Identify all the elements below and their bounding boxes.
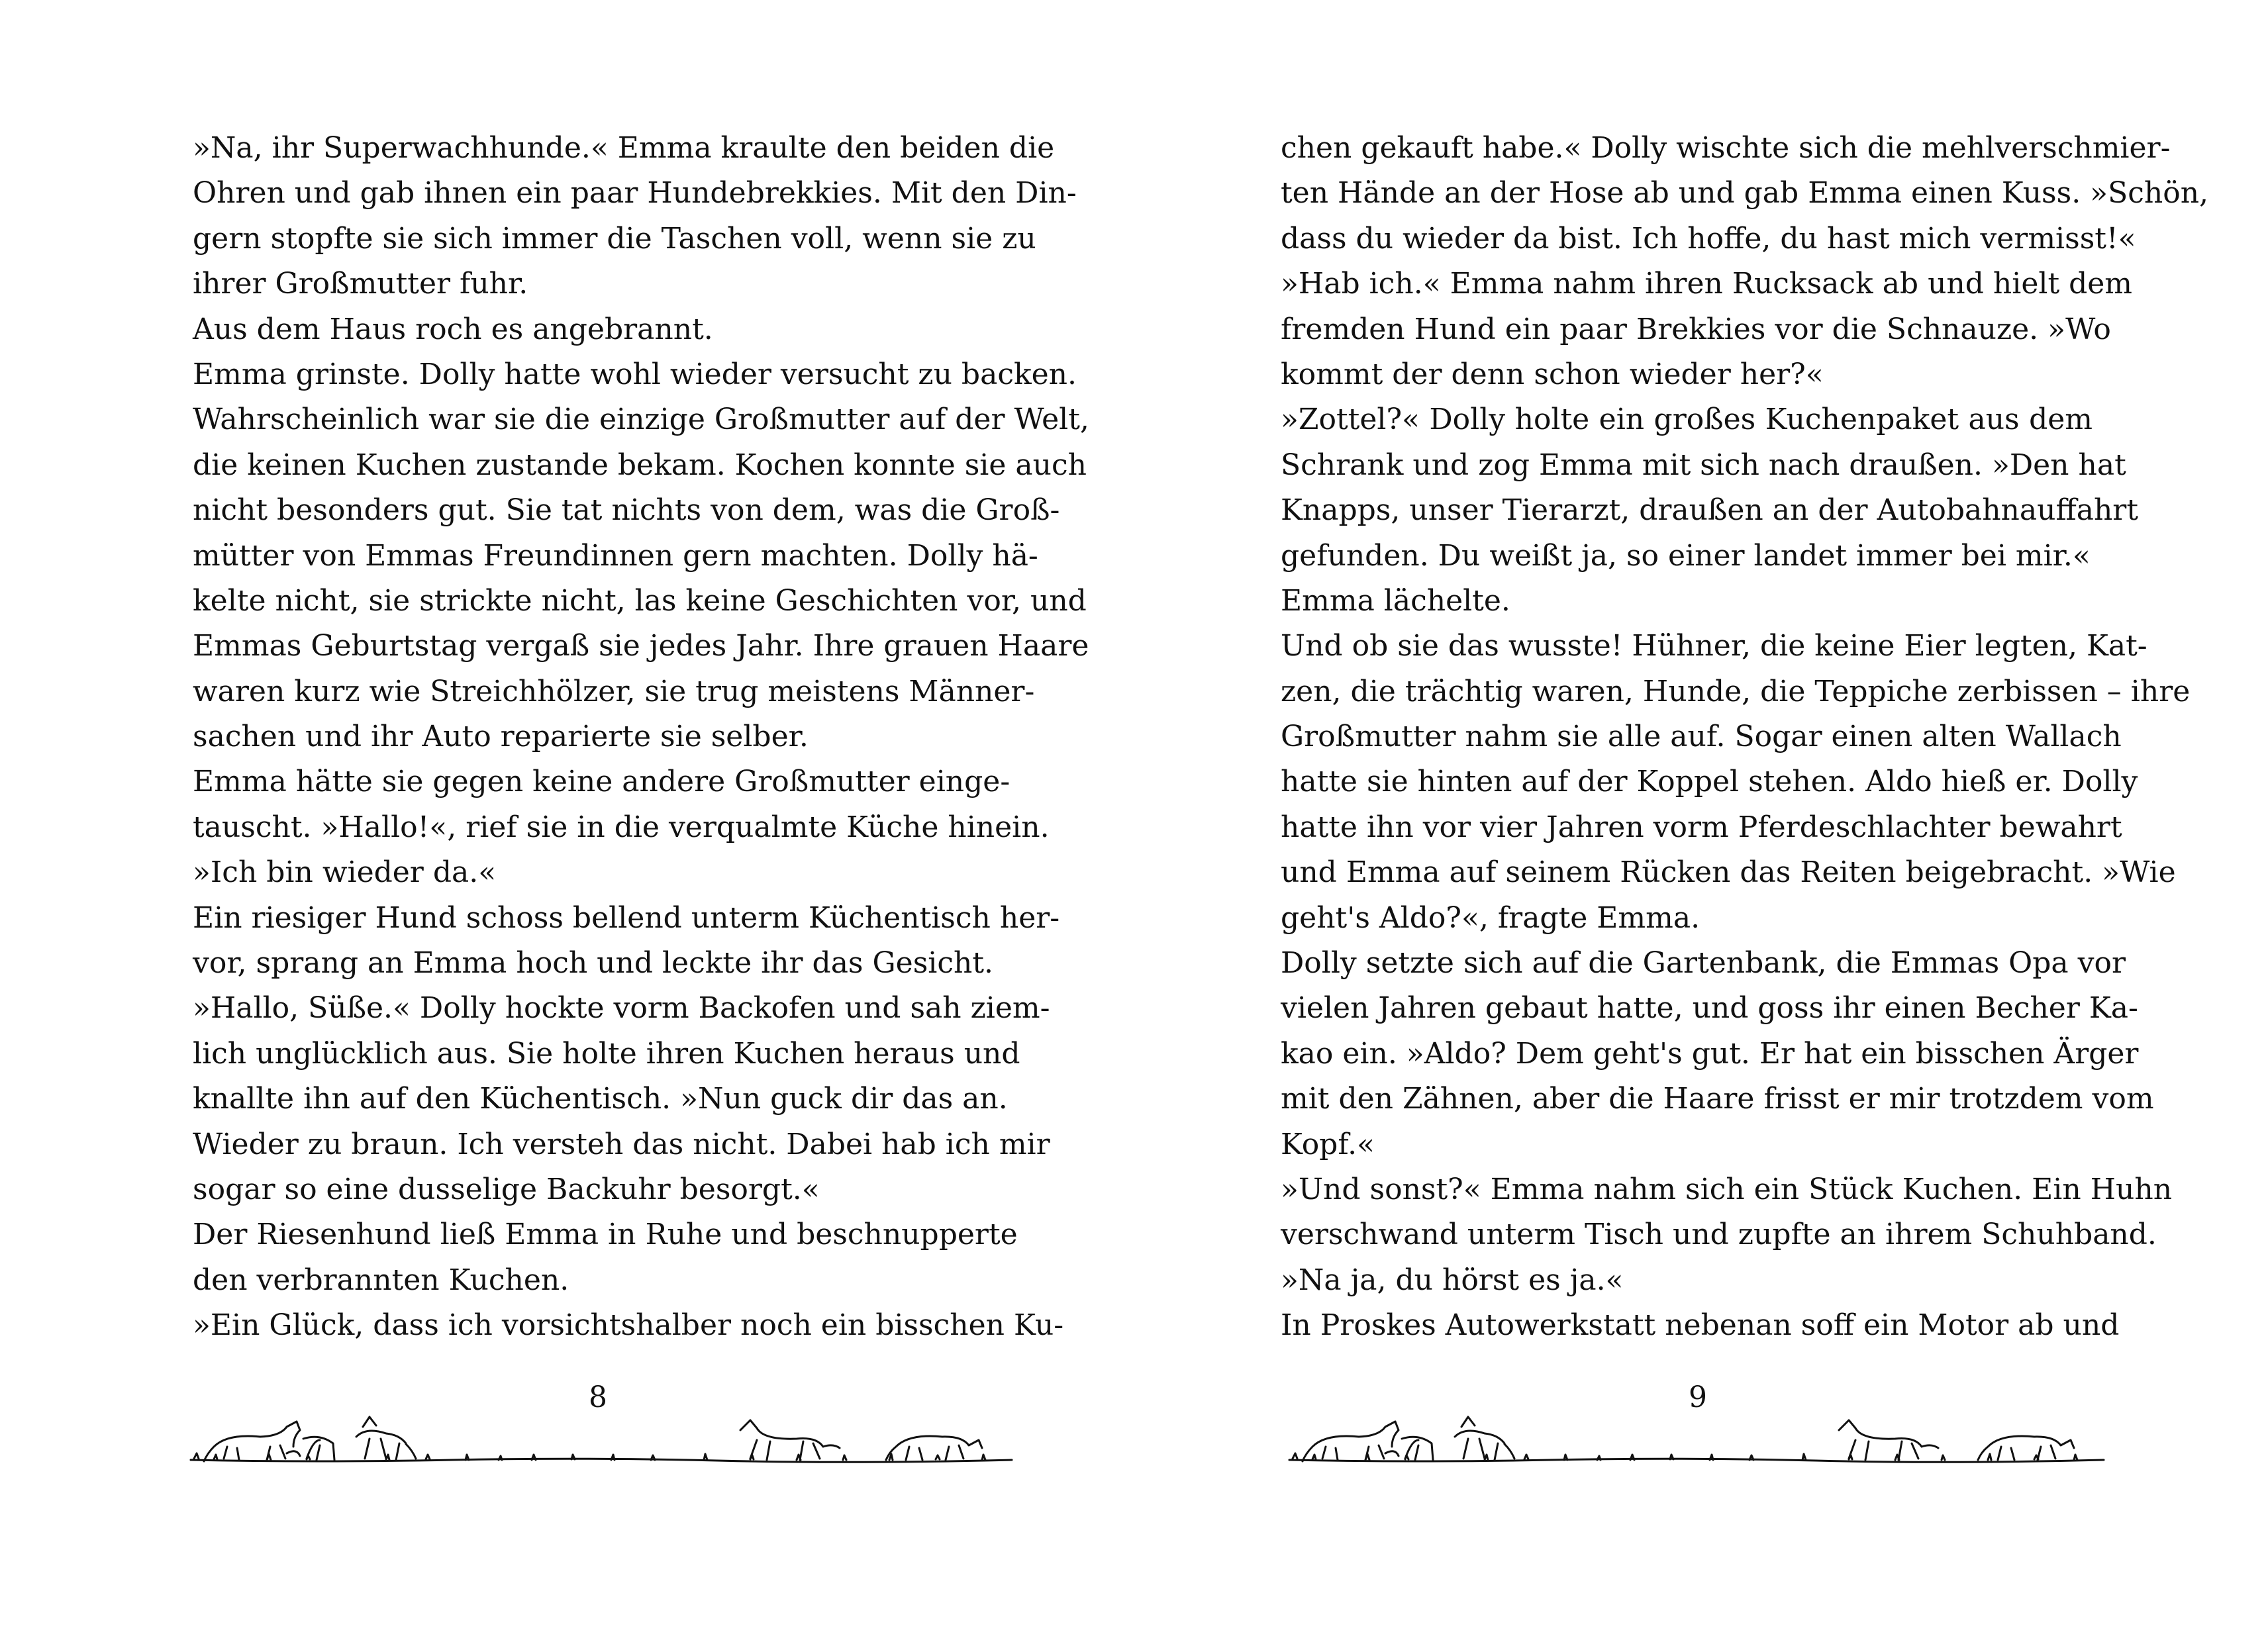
horse-frieze-icon <box>1286 1407 2107 1470</box>
text-line: »Na ja, du hörst es ja.« <box>1281 1263 1624 1297</box>
text-line: Emma grinste. Dolly hatte wohl wieder versucht zu backen. <box>193 357 1077 391</box>
right-page <box>1134 0 2267 1642</box>
text-line: Emma hätte sie gegen keine andere Großmutter einge- <box>193 765 1011 799</box>
text-line: »Ich bin wieder da.« <box>193 855 497 890</box>
page-footer <box>187 1380 1015 1473</box>
text-line: geht's Aldo?«, fragte Emma. <box>1281 900 1701 935</box>
text-line: und Emma auf seinem Rücken das Reiten beigebracht. »Wie <box>1281 855 2176 890</box>
text-line: nicht besonders gut. Sie tat nichts von dem, was die Groß- <box>193 493 1060 528</box>
page-number: 9 <box>1689 1380 1707 1414</box>
text-line: vor, sprang an Emma hoch und leckte ihr das Gesicht. <box>193 946 993 981</box>
text-line: »Hallo, Süße.« Dolly hockte vorm Backofen und sah ziem- <box>193 991 1050 1026</box>
text-line: gefunden. Du weißt ja, so einer landet immer bei mir.« <box>1281 538 2091 573</box>
text-line: ihrer Großmutter fuhr. <box>193 267 528 301</box>
text-line: lich unglücklich aus. Sie holte ihren Kuchen heraus und <box>193 1036 1020 1071</box>
text-line: Emma lächelte. <box>1281 583 1510 618</box>
text-line: Dolly setzte sich auf die Gartenbank, die Emmas Opa vor <box>1281 946 2126 981</box>
text-line: fremden Hund ein paar Brekkies vor die Schnauze. »Wo <box>1281 312 2111 346</box>
text-line: Der Riesenhund ließ Emma in Ruhe und beschnupperte <box>193 1218 1018 1252</box>
text-line: mütter von Emmas Freundinnen gern machten. Dolly hä- <box>193 538 1038 573</box>
text-line: ten Hände an der Hose ab und gab Emma einen Kuss. »Schön, <box>1281 176 2209 211</box>
text-line: Schrank und zog Emma mit sich nach draußen. »Den hat <box>1281 448 2126 482</box>
text-line: »Na, ihr Superwachhunde.« Emma kraulte den beiden die <box>193 131 1055 165</box>
text-line: »Zottel?« Dolly holte ein großes Kuchenpaket aus dem <box>1281 403 2093 437</box>
text-line: zen, die trächtig waren, Hunde, die Teppiche zerbissen – ihre <box>1281 674 2191 708</box>
text-line: gern stopfte sie sich immer die Taschen voll, wenn sie zu <box>193 221 1036 256</box>
text-line: den verbrannten Kuchen. <box>193 1263 569 1297</box>
text-line: knallte ihn auf den Küchentisch. »Nun guck dir das an. <box>193 1082 1008 1116</box>
text-line: mit den Zähnen, aber die Haare frisst er mir trotzdem vom <box>1281 1082 2154 1116</box>
text-line: die keinen Kuchen zustande bekam. Kochen konnte sie auch <box>193 448 1087 482</box>
text-line: Ohren und gab ihnen ein paar Hundebrekkies. Mit den Din- <box>193 176 1077 211</box>
page-footer <box>1286 1380 2107 1473</box>
text-line: Kopf.« <box>1281 1127 1375 1161</box>
text-line: In Proskes Autowerkstatt nebenan soff ein Motor ab und <box>1281 1308 2120 1343</box>
page-number: 8 <box>589 1380 607 1414</box>
text-line: kao ein. »Aldo? Dem geht's gut. Er hat ein bisschen Ärger <box>1281 1036 2139 1071</box>
text-line: dass du wieder da bist. Ich hoffe, du hast mich vermisst!« <box>1281 221 2136 256</box>
horse-frieze-icon <box>187 1407 1015 1470</box>
text-line: Knapps, unser Tierarzt, draußen an der Autobahnauffahrt <box>1281 493 2139 528</box>
text-line: vielen Jahren gebaut hatte, und goss ihr einen Becher Ka- <box>1281 991 2138 1026</box>
text-line: Aus dem Haus roch es angebrannt. <box>193 312 713 346</box>
text-line: Wahrscheinlich war sie die einzige Großmutter auf der Welt, <box>193 403 1089 437</box>
text-line: tauscht. »Hallo!«, rief sie in die verqualmte Küche hinein. <box>193 810 1050 844</box>
text-line: hatte sie hinten auf der Koppel stehen. Aldo hieß er. Dolly <box>1281 765 2138 799</box>
text-line: sachen und ihr Auto reparierte sie selber. <box>193 720 809 754</box>
text-line: »Hab ich.« Emma nahm ihren Rucksack ab und hielt dem <box>1281 267 2133 301</box>
text-line: Wieder zu braun. Ich versteh das nicht. Dabei hab ich mir <box>193 1127 1050 1161</box>
text-line: »Ein Glück, dass ich vorsichtshalber noch ein bisschen Ku- <box>193 1308 1064 1343</box>
text-line: Emmas Geburtstag vergaß sie jedes Jahr. Ihre grauen Haare <box>193 629 1089 663</box>
text-line: hatte ihn vor vier Jahren vorm Pferdeschlachter bewahrt <box>1281 810 2122 844</box>
text-line: kommt der denn schon wieder her?« <box>1281 357 1824 391</box>
text-line: kelte nicht, sie strickte nicht, las keine Geschichten vor, und <box>193 583 1087 618</box>
text-line: waren kurz wie Streichhölzer, sie trug meistens Männer- <box>193 674 1035 708</box>
left-page-text <box>193 126 1089 1349</box>
text-line: »Und sonst?« Emma nahm sich ein Stück Kuchen. Ein Huhn <box>1281 1172 2173 1206</box>
right-page-text <box>1281 126 2209 1349</box>
text-line: verschwand unterm Tisch und zupfte an ihrem Schuhband. <box>1281 1218 2157 1252</box>
text-line: Ein riesiger Hund schoss bellend unterm Küchentisch her- <box>193 900 1060 935</box>
text-line: sogar so eine dusselige Backuhr besorgt.« <box>193 1172 820 1206</box>
text-line: Großmutter nahm sie alle auf. Sogar einen alten Wallach <box>1281 720 2122 754</box>
text-line: chen gekauft habe.« Dolly wischte sich die mehlverschmier- <box>1281 131 2171 165</box>
text-line: Und ob sie das wusste! Hühner, die keine Eier legten, Kat- <box>1281 629 2147 663</box>
